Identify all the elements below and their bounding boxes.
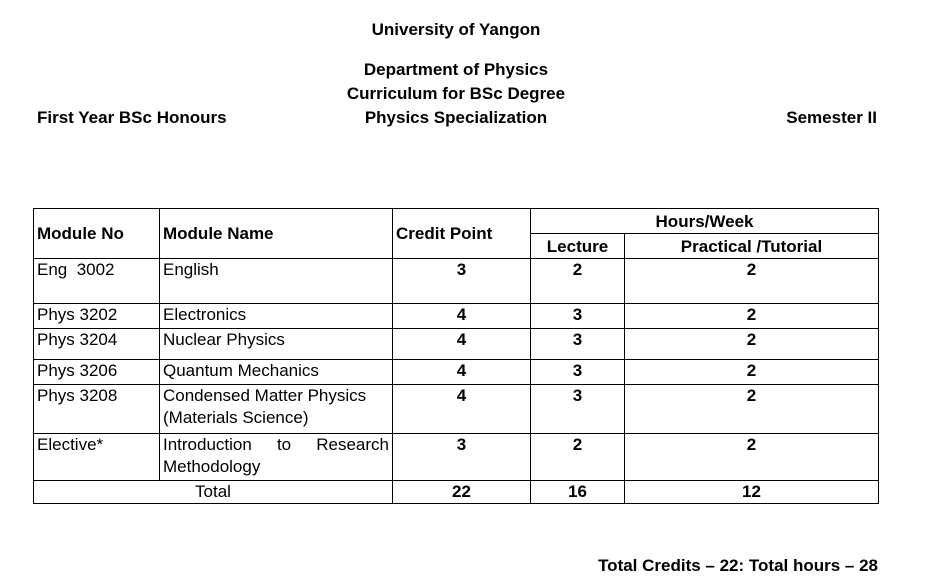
module-no: Phys 3202 [34,304,160,329]
year-label: First Year BSc Honours [37,108,227,127]
total-summary: Total Credits – 22: Total hours – 28 [598,556,878,575]
credit-point: 4 [393,385,531,434]
col-header-credit-point: Credit Point [393,209,531,259]
university-title: University of Yangon [371,20,541,39]
specialization-title: Physics Specialization [364,108,548,127]
semester-label: Semester II [786,108,877,127]
module-name-line-1: Introduction to Research [163,435,389,454]
practical-hours: 2 [625,304,879,329]
total-row [34,481,879,504]
practical-hours: 2 [625,360,879,385]
table-row [34,304,879,329]
module-name-line-2: (Materials Science) [163,408,309,427]
credit-point: 4 [393,360,531,385]
col-header-hours-week: Hours/Week [531,209,879,234]
module-name: English [160,259,393,304]
practical-hours: 2 [625,385,879,434]
lecture-hours: 3 [531,385,625,434]
practical-hours: 2 [625,329,879,360]
module-name [160,434,393,481]
module-no: Phys 3204 [34,329,160,360]
module-name: Electronics [160,304,393,329]
module-no: Elective* [34,434,160,481]
lecture-hours: 2 [531,434,625,481]
module-no: Phys 3208 [34,385,160,434]
practical-hours: 2 [625,259,879,304]
table-row [34,329,879,360]
lecture-hours: 2 [531,259,625,304]
credit-point: 4 [393,304,531,329]
module-name-line-1: Condensed Matter Physics [163,386,367,405]
module-name-line-2: Methodology [163,457,261,476]
table-row [34,434,879,481]
credit-point: 3 [393,259,531,304]
col-header-module-no: Module No [34,209,160,259]
table-row [34,259,879,304]
module-name: Nuclear Physics [160,329,393,360]
lecture-hours: 3 [531,360,625,385]
module-no: Phys 3206 [34,360,160,385]
module-name [160,385,393,434]
table-header-row [34,209,879,234]
total-practical: 12 [625,481,879,504]
practical-hours: 2 [625,434,879,481]
table-row [34,360,879,385]
table-row [34,385,879,434]
col-header-module-name: Module Name [160,209,393,259]
total-lecture: 16 [531,481,625,504]
total-label: Total [34,481,393,504]
col-header-practical: Practical /Tutorial [625,234,879,259]
lecture-hours: 3 [531,304,625,329]
credit-point: 3 [393,434,531,481]
curriculum-table [33,208,879,504]
module-no: Eng 3002 [34,259,160,304]
col-header-lecture: Lecture [531,234,625,259]
department-title: Department of Physics [363,60,549,79]
total-credit: 22 [393,481,531,504]
curriculum-title: Curriculum for BSc Degree [346,84,566,103]
credit-point: 4 [393,329,531,360]
module-name: Quantum Mechanics [160,360,393,385]
lecture-hours: 3 [531,329,625,360]
